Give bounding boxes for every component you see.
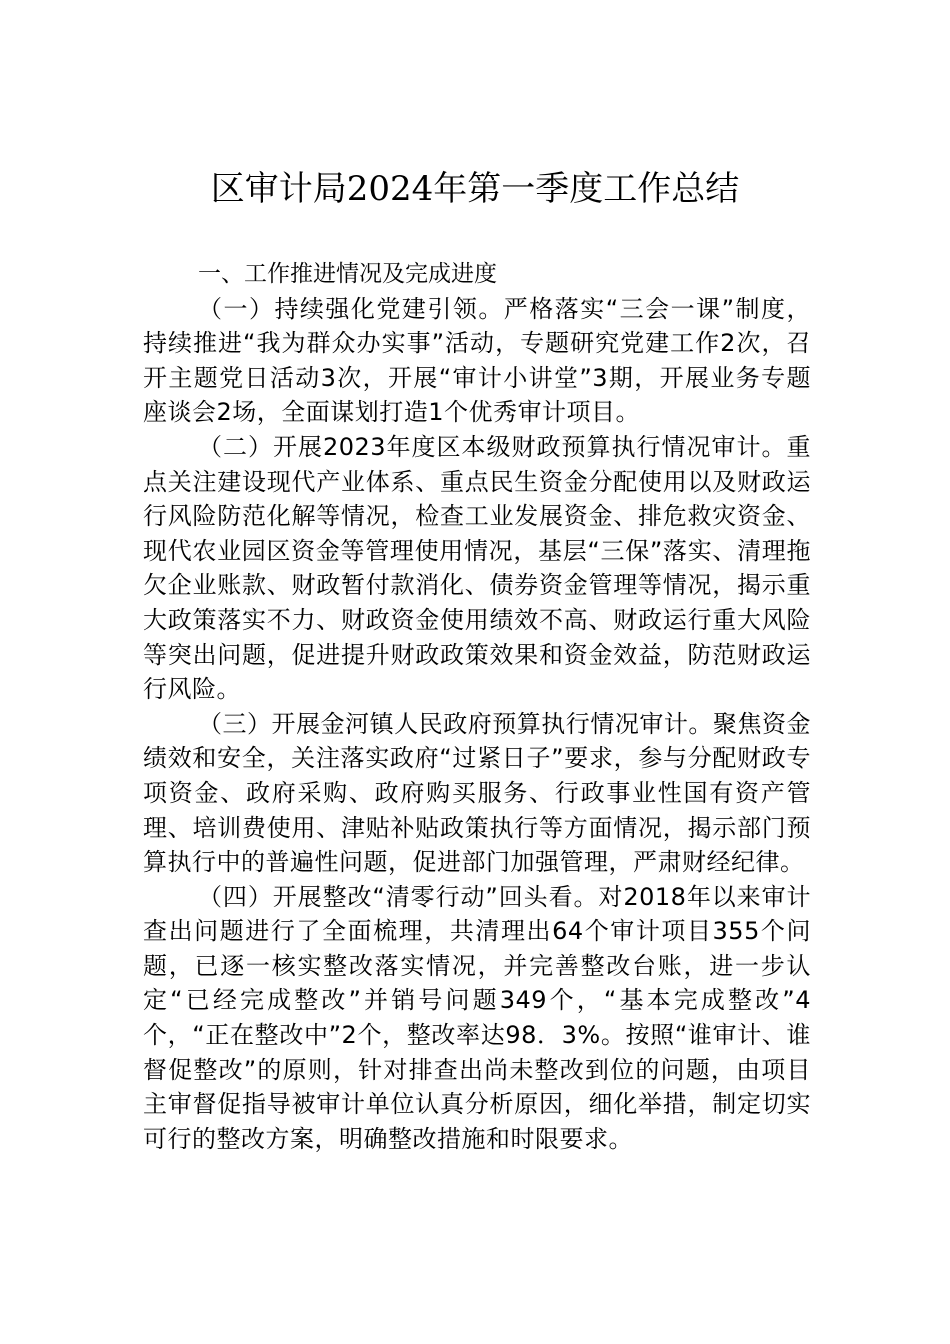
paragraph-town-audit: （三）开展金河镇人民政府预算执行情况审计。聚焦资金绩效和安全，关注落实政府“过紧日子”要求，参与分配财政专项资金、政府采购、政府购买服务、行政事业性国有资产管理、培训费使用、津贴补贴政策执行等方面情况，揭示部门预算执行中的普遍性问题，促进部门加强管理，严肃财经纪律。 bbox=[143, 709, 811, 877]
document-title: 区审计局2024年第一季度工作总结 bbox=[210, 169, 740, 209]
paragraph-rectification: （四）开展整改“清零行动”回头看。对2018年以来审计查出问题进行了全面梳理，共清理出64个审计项目355个问题，已逐一核实整改落实情况，并完善整改台账，进一步认定“已经完成整改”并销号问题349个，“基本完成整改”4个，“正在整改中”2个，整改率达98．3%。按照“谁审计、谁督促整改”的原则，针对排查出尚未整改到位的问题，由项目主审督促指导被审计单位认真分析原因，细化举措，制定切实可行的整改方案，明确整改措施和时限要求。 bbox=[143, 882, 811, 1153]
paragraph-budget-audit: （二）开展2023年度区本级财政预算执行情况审计。重点关注建设现代产业体系、重点民生资金分配使用以及财政运行风险防范化解等情况，检查工业发展资金、排危救灾资金、现代农业园区资金等管理使用情况，基层“三保”落实、清理拖欠企业账款、财政暂付款消化、债券资金管理等情况，揭示重大政策落实不力、财政资金使用绩效不高、财政运行重大风险等突出问题，促进提升财政政策效果和资金效益，防范财政运行风险。 bbox=[143, 432, 811, 704]
paragraph-party-building: （一）持续强化党建引领。严格落实“三会一课”制度，持续推进“我为群众办实事”活动，专题研究党建工作2次，召开主题党日活动3次，开展“审计小讲堂”3期，开展业务专题座谈会2场，全面谋划打造1个优秀审计项目。 bbox=[143, 294, 811, 427]
section-heading: 一、工作推进情况及完成进度 bbox=[198, 261, 497, 287]
document-body bbox=[143, 257, 811, 1156]
